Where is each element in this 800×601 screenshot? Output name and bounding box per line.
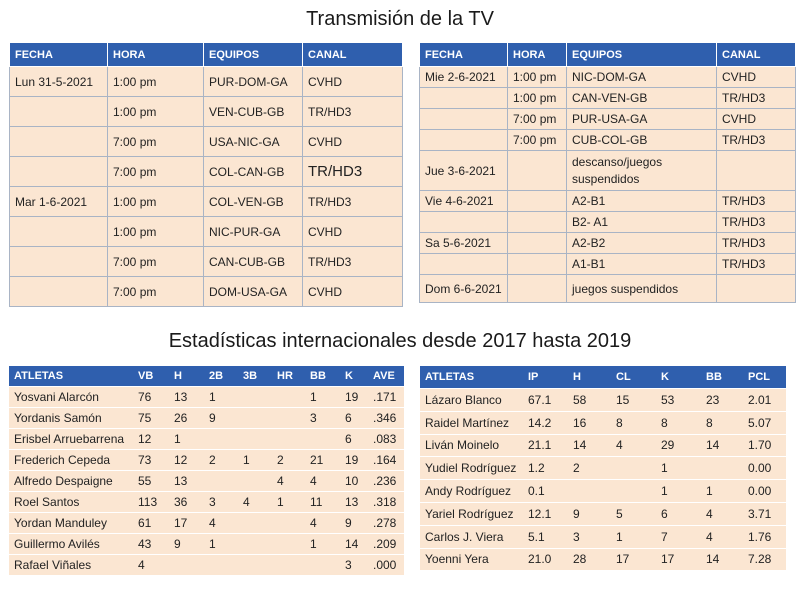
stat-bb: 11 xyxy=(305,492,340,513)
stat-h: 58 xyxy=(568,389,611,412)
schedule-date xyxy=(420,88,508,109)
table-row xyxy=(10,67,403,97)
stat-k: 6 xyxy=(340,408,368,429)
schedule-teams: COL-VEN-GB xyxy=(204,187,303,217)
stat-3b xyxy=(238,555,272,576)
stat-hr xyxy=(272,534,305,555)
stat-h: 17 xyxy=(169,513,204,534)
athlete-name: Yariel Rodríguez xyxy=(420,502,523,525)
stat-h: 3 xyxy=(568,525,611,548)
stat-2b: 3 xyxy=(204,492,238,513)
stat-pcl: 2.01 xyxy=(743,389,786,412)
stat-k: 3 xyxy=(340,555,368,576)
table-row xyxy=(9,429,404,450)
schedule-teams: NIC-DOM-GA xyxy=(567,67,717,88)
schedule-time: 1:00 pm xyxy=(108,97,204,127)
stat-k: 6 xyxy=(340,429,368,450)
schedule-header-row xyxy=(10,43,403,67)
stat-3b: 4 xyxy=(238,492,272,513)
batting-header-row xyxy=(9,366,404,387)
schedule-date xyxy=(420,212,508,233)
table-row xyxy=(10,127,403,157)
stat-ip: 67.1 xyxy=(523,389,568,412)
schedule-date: Dom 6-6-2021 xyxy=(420,275,508,303)
stat-cl: 1 xyxy=(611,525,656,548)
stat-2b: 4 xyxy=(204,513,238,534)
schedule-teams: juegos suspendidos xyxy=(567,275,717,303)
stat-ip: 0.1 xyxy=(523,480,568,503)
schedule-date xyxy=(10,127,108,157)
table-row xyxy=(10,157,403,187)
stat-bb: 4 xyxy=(305,471,340,492)
stat-3b xyxy=(238,513,272,534)
stat-hr: 1 xyxy=(272,492,305,513)
stat-vb: 12 xyxy=(133,429,169,450)
stat-k: 6 xyxy=(656,502,701,525)
schedule-teams: COL-CAN-GB xyxy=(204,157,303,187)
schedule-channel: TR/HD3 xyxy=(717,191,796,212)
broadcast-title: Transmisión de la TV xyxy=(306,8,494,30)
schedule-channel: TR/HD3 xyxy=(303,97,403,127)
stat-2b xyxy=(204,471,238,492)
schedule-time: 7:00 pm xyxy=(108,157,204,187)
schedule-date: Mie 2-6-2021 xyxy=(420,67,508,88)
stat-hr xyxy=(272,555,305,576)
athlete-name: Yordan Manduley xyxy=(9,513,133,534)
stat-ip: 21.1 xyxy=(523,434,568,457)
header-3b: 3B xyxy=(238,366,272,387)
athlete-name: Alfredo Despaigne xyxy=(9,471,133,492)
schedule-time xyxy=(508,212,567,233)
table-row xyxy=(9,555,404,576)
stat-h: 9 xyxy=(169,534,204,555)
schedule-channel: CVHD xyxy=(303,127,403,157)
athlete-name: Frederich Cepeda xyxy=(9,450,133,471)
stat-cl: 15 xyxy=(611,389,656,412)
schedule-time: 1:00 pm xyxy=(508,67,567,88)
schedule-channel: TR/HD3 xyxy=(717,254,796,275)
header-fecha: FECHA xyxy=(420,43,508,67)
stat-ave: .318 xyxy=(368,492,404,513)
stat-3b xyxy=(238,408,272,429)
table-row xyxy=(420,254,796,275)
stat-bb: 3 xyxy=(305,408,340,429)
schedule-channel: CVHD xyxy=(303,67,403,97)
stat-cl xyxy=(611,457,656,480)
schedule-header-row xyxy=(420,43,796,67)
table-row xyxy=(9,471,404,492)
table-row xyxy=(420,233,796,254)
stat-cl: 8 xyxy=(611,411,656,434)
schedule-channel: CVHD xyxy=(303,277,403,307)
stat-cl: 4 xyxy=(611,434,656,457)
schedule-teams: A2-B2 xyxy=(567,233,717,254)
stat-pcl: 0.00 xyxy=(743,457,786,480)
schedule-date xyxy=(10,217,108,247)
schedule-date xyxy=(10,247,108,277)
schedule-teams: USA-NIC-GA xyxy=(204,127,303,157)
stat-k: 7 xyxy=(656,525,701,548)
schedule-date: Vie 4-6-2021 xyxy=(420,191,508,212)
table-row xyxy=(420,525,786,548)
header-h: H xyxy=(568,366,611,389)
stat-bb: 14 xyxy=(701,434,743,457)
schedule-time xyxy=(508,275,567,303)
stat-bb xyxy=(701,457,743,480)
stat-bb: 1 xyxy=(305,387,340,408)
schedule-time: 7:00 pm xyxy=(108,277,204,307)
schedule-teams: CAN-CUB-GB xyxy=(204,247,303,277)
table-row xyxy=(420,151,796,191)
schedule-channel: TR/HD3 xyxy=(717,130,796,151)
header-k: K xyxy=(340,366,368,387)
stat-h: 13 xyxy=(169,471,204,492)
schedule-date xyxy=(420,254,508,275)
stat-hr: 4 xyxy=(272,471,305,492)
schedule-teams: PUR-DOM-GA xyxy=(204,67,303,97)
stat-ave: .278 xyxy=(368,513,404,534)
stat-bb: 4 xyxy=(701,502,743,525)
athlete-name: Andy Rodríguez xyxy=(420,480,523,503)
schedule-time: 1:00 pm xyxy=(508,88,567,109)
schedule-teams: PUR-USA-GA xyxy=(567,109,717,130)
stat-vb: 73 xyxy=(133,450,169,471)
stat-bb xyxy=(305,429,340,450)
table-row xyxy=(420,457,786,480)
schedule-time: 7:00 pm xyxy=(508,130,567,151)
stat-bb: 21 xyxy=(305,450,340,471)
stat-k: 10 xyxy=(340,471,368,492)
schedule-date xyxy=(10,157,108,187)
schedule-teams: B2- A1 xyxy=(567,212,717,233)
table-row xyxy=(420,548,786,571)
schedule-channel: CVHD xyxy=(717,109,796,130)
table-row xyxy=(420,502,786,525)
stat-k: 17 xyxy=(656,548,701,571)
header-hora: HORA xyxy=(108,43,204,67)
stat-bb: 1 xyxy=(701,480,743,503)
table-row xyxy=(9,513,404,534)
header-canal: CANAL xyxy=(303,43,403,67)
schedule-date: Jue 3-6-2021 xyxy=(420,151,508,191)
table-row xyxy=(420,88,796,109)
stat-ave: .236 xyxy=(368,471,404,492)
stat-h: 26 xyxy=(169,408,204,429)
athlete-name: Erisbel Arruebarrena xyxy=(9,429,133,450)
header-hr: HR xyxy=(272,366,305,387)
stat-ave: .000 xyxy=(368,555,404,576)
stat-cl: 17 xyxy=(611,548,656,571)
stat-3b xyxy=(238,429,272,450)
stat-k: 19 xyxy=(340,387,368,408)
header-bb: BB xyxy=(305,366,340,387)
schedule-channel: CVHD xyxy=(303,217,403,247)
schedule-channel: TR/HD3 xyxy=(303,157,403,187)
header-canal: CANAL xyxy=(717,43,796,67)
schedule-time: 7:00 pm xyxy=(108,127,204,157)
stat-pcl: 3.71 xyxy=(743,502,786,525)
header-ip: IP xyxy=(523,366,568,389)
schedule-date xyxy=(420,130,508,151)
stat-k: 53 xyxy=(656,389,701,412)
stat-pcl: 1.76 xyxy=(743,525,786,548)
stat-cl xyxy=(611,480,656,503)
table-row xyxy=(9,492,404,513)
stat-vb: 113 xyxy=(133,492,169,513)
schedule-teams: CUB-COL-GB xyxy=(567,130,717,151)
table-row xyxy=(10,277,403,307)
schedule-time: 7:00 pm xyxy=(508,109,567,130)
header-vb: VB xyxy=(133,366,169,387)
schedule-date xyxy=(420,109,508,130)
schedule-teams: NIC-PUR-GA xyxy=(204,217,303,247)
table-row xyxy=(10,97,403,127)
schedule-teams: DOM-USA-GA xyxy=(204,277,303,307)
stat-vb: 43 xyxy=(133,534,169,555)
stat-k: 19 xyxy=(340,450,368,471)
stat-h: 9 xyxy=(568,502,611,525)
stat-3b xyxy=(238,387,272,408)
stat-hr xyxy=(272,387,305,408)
schedule-date: Mar 1-6-2021 xyxy=(10,187,108,217)
athlete-name: Yudiel Rodríguez xyxy=(420,457,523,480)
schedule-date: Sa 5-6-2021 xyxy=(420,233,508,254)
stat-ip: 5.1 xyxy=(523,525,568,548)
stat-2b xyxy=(204,429,238,450)
athlete-name: Liván Moinelo xyxy=(420,434,523,457)
stat-ip: 1.2 xyxy=(523,457,568,480)
stat-h: 14 xyxy=(568,434,611,457)
table-row xyxy=(420,67,796,88)
stat-3b: 1 xyxy=(238,450,272,471)
header-atletas: ATLETAS xyxy=(420,366,523,389)
stat-ip: 14.2 xyxy=(523,411,568,434)
athlete-name: Yordanis Samón xyxy=(9,408,133,429)
stats-title: Estadísticas internacionales desde 2017 hasta 2019 xyxy=(168,330,632,352)
stat-2b: 1 xyxy=(204,387,238,408)
schedule-channel: CVHD xyxy=(717,67,796,88)
stat-h xyxy=(568,480,611,503)
header-2b: 2B xyxy=(204,366,238,387)
athlete-name: Rafael Viñales xyxy=(9,555,133,576)
table-row xyxy=(420,130,796,151)
athlete-name: Guillermo Avilés xyxy=(9,534,133,555)
table-row xyxy=(420,411,786,434)
header-fecha: FECHA xyxy=(10,43,108,67)
table-row xyxy=(9,387,404,408)
stat-bb xyxy=(305,555,340,576)
stat-ip: 21.0 xyxy=(523,548,568,571)
pitching-body xyxy=(420,389,786,571)
schedule-date: Lun 31-5-2021 xyxy=(10,67,108,97)
header-pcl: PCL xyxy=(743,366,786,389)
stat-h: 1 xyxy=(169,429,204,450)
stat-cl: 5 xyxy=(611,502,656,525)
schedule-channel: TR/HD3 xyxy=(303,187,403,217)
table-row xyxy=(420,389,786,412)
stat-bb: 14 xyxy=(701,548,743,571)
header-equipos: EQUIPOS xyxy=(204,43,303,67)
batting-stats-table xyxy=(9,366,404,576)
table-row xyxy=(420,480,786,503)
schedule-time: 1:00 pm xyxy=(108,187,204,217)
stat-ip: 12.1 xyxy=(523,502,568,525)
athlete-name: Yoenni Yera xyxy=(420,548,523,571)
stat-pcl: 0.00 xyxy=(743,480,786,503)
schedule-teams: A2-B1 xyxy=(567,191,717,212)
schedule-teams: descanso/juegos suspendidos xyxy=(567,151,717,191)
stat-ave: .083 xyxy=(368,429,404,450)
pitching-stats-table xyxy=(420,366,786,571)
stat-ave: .346 xyxy=(368,408,404,429)
schedule-teams: A1-B1 xyxy=(567,254,717,275)
stat-2b xyxy=(204,555,238,576)
stat-pcl: 7.28 xyxy=(743,548,786,571)
stat-h xyxy=(169,555,204,576)
stat-k: 29 xyxy=(656,434,701,457)
schedule-channel xyxy=(717,151,796,191)
stat-bb: 4 xyxy=(701,525,743,548)
stat-k: 1 xyxy=(656,480,701,503)
header-equipos: EQUIPOS xyxy=(567,43,717,67)
header-ave: AVE xyxy=(368,366,404,387)
schedule-time xyxy=(508,191,567,212)
table-row xyxy=(420,191,796,212)
stat-ave: .171 xyxy=(368,387,404,408)
stat-bb: 23 xyxy=(701,389,743,412)
header-hora: HORA xyxy=(508,43,567,67)
schedule-channel: TR/HD3 xyxy=(717,212,796,233)
stat-pcl: 5.07 xyxy=(743,411,786,434)
table-row xyxy=(9,450,404,471)
athlete-name: Yosvani Alarcón xyxy=(9,387,133,408)
table-row xyxy=(9,534,404,555)
schedule-channel: TR/HD3 xyxy=(717,233,796,254)
header-cl: CL xyxy=(611,366,656,389)
batting-body xyxy=(9,387,404,576)
stat-bb: 1 xyxy=(305,534,340,555)
schedule-time xyxy=(508,151,567,191)
stat-bb: 8 xyxy=(701,411,743,434)
stat-2b: 1 xyxy=(204,534,238,555)
schedule-time: 7:00 pm xyxy=(108,247,204,277)
schedule-teams: CAN-VEN-GB xyxy=(567,88,717,109)
stat-h: 13 xyxy=(169,387,204,408)
stat-k: 14 xyxy=(340,534,368,555)
stat-ave: .209 xyxy=(368,534,404,555)
table-row xyxy=(420,212,796,233)
schedule-table-right xyxy=(419,43,796,303)
athlete-name: Raidel Martínez xyxy=(420,411,523,434)
header-h: H xyxy=(169,366,204,387)
stat-k: 13 xyxy=(340,492,368,513)
stat-k: 1 xyxy=(656,457,701,480)
schedule-channel xyxy=(717,275,796,303)
schedule-channel: TR/HD3 xyxy=(303,247,403,277)
stat-vb: 76 xyxy=(133,387,169,408)
athlete-name: Carlos J. Viera xyxy=(420,525,523,548)
schedule-teams: VEN-CUB-GB xyxy=(204,97,303,127)
athlete-name: Lázaro Blanco xyxy=(420,389,523,412)
table-row xyxy=(10,187,403,217)
stat-h: 12 xyxy=(169,450,204,471)
schedule-time: 1:00 pm xyxy=(108,67,204,97)
table-row xyxy=(9,408,404,429)
stat-2b: 9 xyxy=(204,408,238,429)
schedule-channel: TR/HD3 xyxy=(717,88,796,109)
stat-vb: 55 xyxy=(133,471,169,492)
stat-ave: .164 xyxy=(368,450,404,471)
table-row xyxy=(10,217,403,247)
pitching-header-row xyxy=(420,366,786,389)
athlete-name: Roel Santos xyxy=(9,492,133,513)
table-row xyxy=(420,109,796,130)
stat-h: 28 xyxy=(568,548,611,571)
stat-3b xyxy=(238,471,272,492)
stat-2b: 2 xyxy=(204,450,238,471)
table-row xyxy=(420,275,796,303)
stat-pcl: 1.70 xyxy=(743,434,786,457)
schedule-time xyxy=(508,233,567,254)
stat-k: 8 xyxy=(656,411,701,434)
header-atletas: ATLETAS xyxy=(9,366,133,387)
stat-bb: 4 xyxy=(305,513,340,534)
schedule-date xyxy=(10,277,108,307)
table-row xyxy=(10,247,403,277)
stat-3b xyxy=(238,534,272,555)
stat-vb: 4 xyxy=(133,555,169,576)
stat-h: 16 xyxy=(568,411,611,434)
header-bb: BB xyxy=(701,366,743,389)
stat-vb: 61 xyxy=(133,513,169,534)
schedule-table-left xyxy=(9,43,403,307)
schedule-time: 1:00 pm xyxy=(108,217,204,247)
stat-hr xyxy=(272,408,305,429)
stat-hr xyxy=(272,429,305,450)
schedule-time xyxy=(508,254,567,275)
stat-k: 9 xyxy=(340,513,368,534)
stat-hr: 2 xyxy=(272,450,305,471)
header-k: K xyxy=(656,366,701,389)
stat-vb: 75 xyxy=(133,408,169,429)
schedule-date xyxy=(10,97,108,127)
stat-hr xyxy=(272,513,305,534)
stat-h: 2 xyxy=(568,457,611,480)
stat-h: 36 xyxy=(169,492,204,513)
table-row xyxy=(420,434,786,457)
